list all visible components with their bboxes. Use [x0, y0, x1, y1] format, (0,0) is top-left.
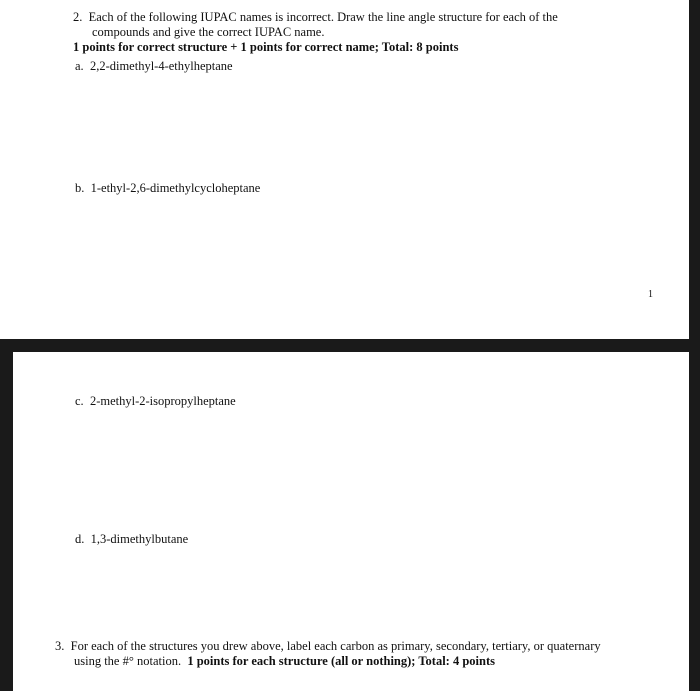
- question2-text-line2: compounds and give the correct IUPAC name.: [92, 25, 325, 39]
- page-top: [0, 0, 689, 339]
- question2-item-b: [75, 181, 260, 196]
- item-c-label: c.: [75, 394, 84, 408]
- question3-text-line2-plain: using the #° notation.: [74, 654, 182, 668]
- question3-line1: [55, 639, 601, 654]
- item-a-label: a.: [75, 59, 84, 73]
- item-b-label: b.: [75, 181, 85, 195]
- item-d-label: d.: [75, 532, 85, 546]
- question3-text-line1: For each of the structures you drew above, label each carbon as primary, secondary, tertiary, or quaternary: [70, 639, 601, 653]
- question2-points: 1 points for correct structure + 1 points for correct name; Total: 8 points: [73, 40, 459, 54]
- question2-text-line1: Each of the following IUPAC names is incorrect. Draw the line angle structure for each of the: [88, 10, 558, 24]
- question2-item-a: [75, 59, 233, 74]
- item-b-name: 1-ethyl-2,6-dimethylcycloheptane: [90, 181, 261, 195]
- question3-line2: [74, 654, 495, 669]
- page-bottom: [13, 352, 689, 691]
- question2-number: 2.: [73, 10, 83, 24]
- item-d-name: 1,3-dimethylbutane: [90, 532, 189, 546]
- question3-number: 3.: [55, 639, 65, 653]
- question2-line1: [73, 10, 558, 25]
- question3-points: 1 points for each structure (all or nothing); Total: 4 points: [187, 654, 495, 668]
- question2-item-c: [75, 394, 236, 409]
- item-c-name: 2-methyl-2-isopropylheptane: [89, 394, 236, 408]
- item-a-name: 2,2-dimethyl-4-ethylheptane: [89, 59, 233, 73]
- question2-item-d: [75, 532, 188, 547]
- page-number: 1: [648, 289, 653, 300]
